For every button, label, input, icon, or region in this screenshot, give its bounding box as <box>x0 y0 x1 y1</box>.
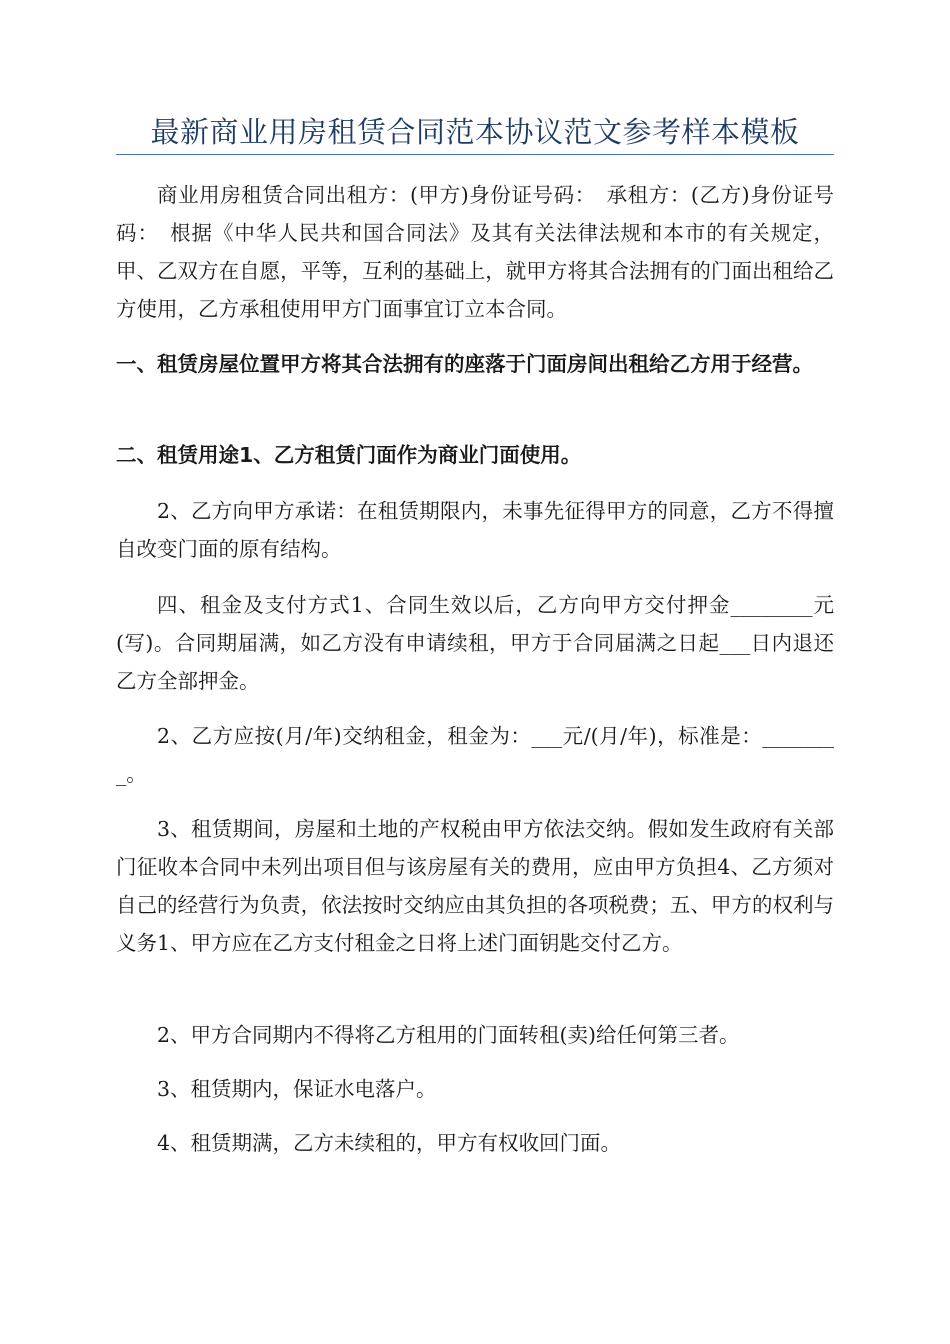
title-underline <box>116 154 834 155</box>
paragraph-no-sublease: 2、甲方合同期内不得将乙方租用的门面转租(卖)给任何第三者。 <box>157 1023 740 1047</box>
intro-paragraph: 商业用房租赁合同出租方：(甲方)身份证号码： 承租方：(乙方)身份证号码： 根据《中华人民共和国合同法》及其有关法律法规和本市的有关规定，甲、乙双方在自愿，平等，互利的基础上，就甲方将其合法拥有的门面出租给乙方使用，乙方承租使用甲方门面事宜订立本合同。 <box>116 183 834 321</box>
paragraph-utilities: 3、租赁期内，保证水电落户。 <box>157 1077 437 1101</box>
document-title: 最新商业用房租赁合同范本协议范文参考样本模板 <box>150 115 800 149</box>
paragraph-taxes-obligations: 3、租赁期间，房屋和土地的产权税由甲方依法交纳。假如发生政府有关部门征收本合同中未列出项目但与该房屋有关的费用，应由甲方负担4、乙方须对自己的经营行为负责，依法按时交纳应由其负担的各项税费；五、甲方的权利与义务1、甲方应在乙方支付租金之日将上述门面钥匙交付乙方。 <box>116 817 834 955</box>
paragraph-lease-end: 4、租赁期满，乙方未续租的，甲方有权收回门面。 <box>157 1131 622 1155</box>
section-heading-location: 一、租赁房屋位置甲方将其合法拥有的座落于门面房间出租给乙方用于经营。 <box>116 352 813 376</box>
paragraph-rent-deposit: 四、租金及支付方式1、合同生效以后，乙方向甲方交付押金________元(写)。合同期届满，如乙方没有申请续租，甲方于合同届满之日起___日内退还乙方全部押金。 <box>116 593 834 693</box>
section-heading-usage: 二、租赁用途1、乙方租赁门面作为商业门面使用。 <box>116 443 582 467</box>
paragraph-structure-promise: 2、乙方向甲方承诺：在租赁期限内，未事先征得甲方的同意，乙方不得擅自改变门面的原有结构。 <box>116 499 834 561</box>
paragraph-rent-payment: 2、乙方应按(月/年)交纳租金，租金为：___元/(月/年)，标准是：________。 <box>116 724 834 786</box>
